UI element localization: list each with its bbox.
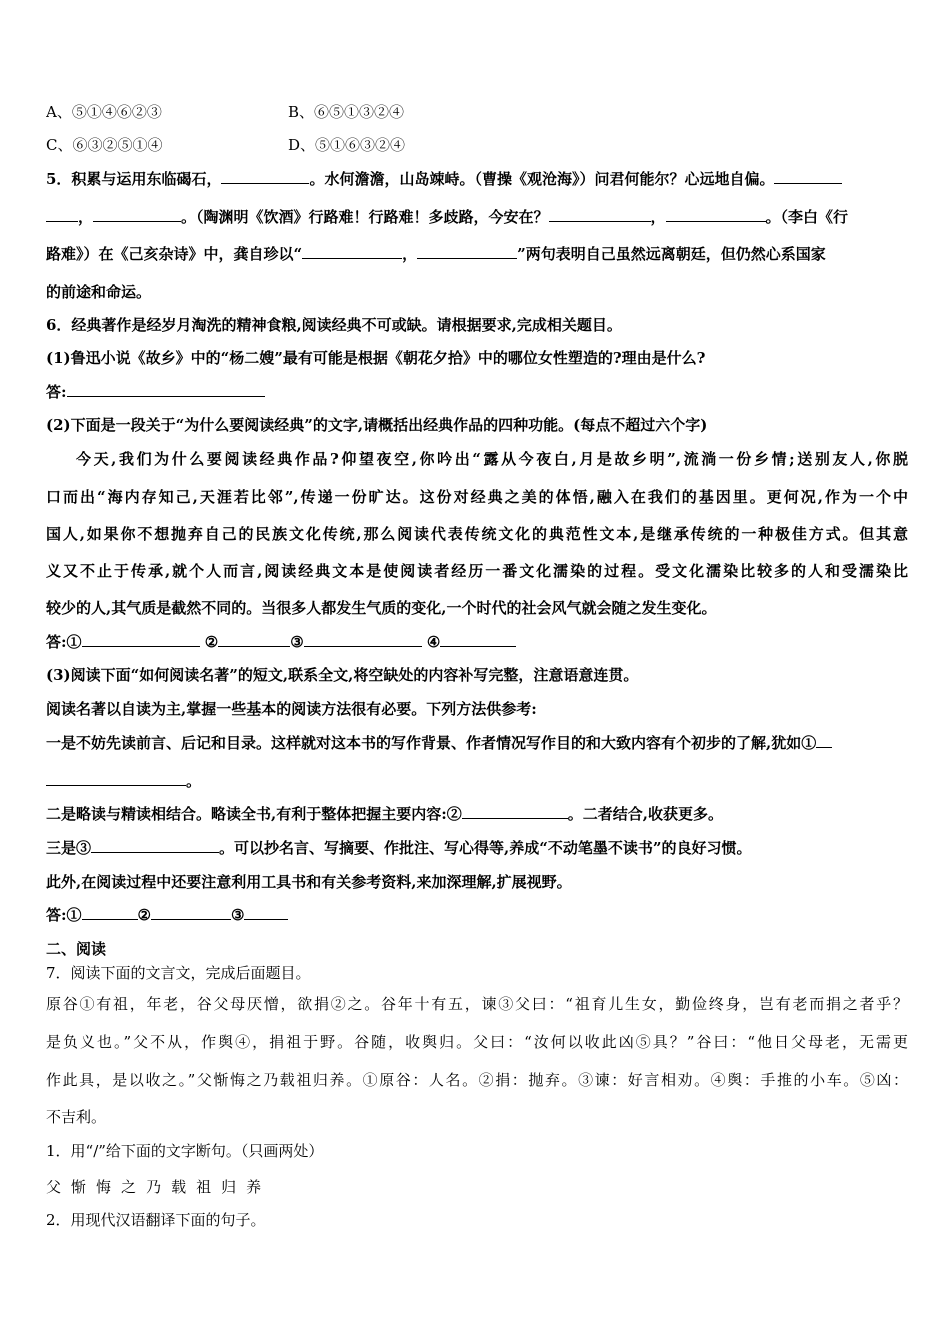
q6-part2-answer bbox=[46, 631, 908, 653]
fill-blank[interactable] bbox=[91, 837, 219, 853]
char: 父 bbox=[46, 1178, 62, 1196]
section-heading: 二、阅读 bbox=[46, 940, 107, 958]
q6-part1-question: (1)鲁迅小说《故乡》中的“杨二嫂”最有可能是根据《朝花夕拾》中的哪位女性塑造的?理由是什么? bbox=[46, 349, 706, 367]
q6-part3-intro: 阅读名著以自读为主,掌握一些基本的阅读方法很有必要。下列方法供参考: bbox=[46, 700, 537, 718]
answer-label: ③ bbox=[290, 633, 304, 651]
answer-label: ② bbox=[137, 906, 151, 924]
q6-part3-second bbox=[46, 803, 908, 825]
answer-blank[interactable] bbox=[82, 904, 138, 920]
q4-options-row-1 bbox=[46, 101, 908, 123]
q5-text: ， bbox=[650, 208, 666, 226]
passage-line: 今天,我们为什么要阅读经典作品?仰望夜空,你吟出“露从今夜白,月是故乡明”,流淌一份乡情;送别友人,你脱 bbox=[76, 450, 908, 468]
answer-label: ③ bbox=[231, 906, 245, 924]
answer-blank[interactable] bbox=[304, 631, 422, 647]
q6-part3-answer bbox=[46, 904, 908, 926]
q5-line-3 bbox=[46, 243, 908, 265]
char: 养 bbox=[246, 1178, 262, 1196]
fill-blank[interactable] bbox=[46, 770, 186, 786]
answer-label: ④ bbox=[426, 633, 441, 651]
method-text: 三是③ bbox=[46, 839, 92, 857]
q6-part3-extra: 此外,在阅读过程中还要注意利用工具书和有关参考资料,来加深理解,扩展视野。 bbox=[46, 873, 572, 891]
method-text: 二是略读与精读相结合。略读全书,有利于整体把握主要内容:② bbox=[46, 805, 462, 823]
q6-part3-third bbox=[46, 837, 908, 859]
passage-line: 国人,如果你不想抛弃自己的民族文化传统,那么阅读代表传统文化的典范性文本,是继承传统的一种极佳方式。但其意 bbox=[46, 525, 908, 543]
q6-part2-question: (2)下面是一段关于“为什么要阅读经典”的文字,请概括出经典作品的四种功能。(每点不超过六个字) bbox=[46, 416, 708, 434]
answer-label: 答:① bbox=[46, 633, 82, 651]
q5-text: 5．积累与运用东临碣石， bbox=[46, 170, 222, 188]
char: 归 bbox=[221, 1178, 237, 1196]
q4-options-row-2 bbox=[46, 134, 908, 156]
classical-passage-line: 作此具，是以收之。”父惭悔之乃载祖归养。①原谷：人名。②捐：抛弃。③谏：好言相劝。④舆：手推的小车。⑤凶： bbox=[46, 1071, 908, 1089]
fill-blank[interactable] bbox=[816, 732, 832, 748]
passage-line: 口而出“海内存知己,天涯若比邻”,传递一份旷达。这份对经典之美的体悟,融入在我们的基因里。更何况,作为一个中 bbox=[46, 488, 908, 506]
char: 载 bbox=[171, 1178, 187, 1196]
fill-blank[interactable] bbox=[774, 168, 842, 184]
q5-text: ， bbox=[78, 208, 94, 226]
q6-part3-first bbox=[46, 732, 908, 754]
char: 乃 bbox=[146, 1178, 162, 1196]
option-a: A、⑤①④⑥②③ bbox=[46, 103, 162, 121]
answer-blank[interactable] bbox=[244, 904, 288, 920]
sentence-to-punctuate bbox=[46, 1176, 908, 1198]
answer-blank[interactable] bbox=[82, 631, 200, 647]
classical-passage-line: 是负义也。”父不从，作舆④，捐祖于野。谷随，收舆归。父曰：“汝何以收此凶⑤具？”谷曰：“他日父母老，无需更 bbox=[46, 1033, 908, 1051]
q5-text: 。（陶渊明《饮酒》行路难！行路难！多歧路，今安在？ bbox=[181, 208, 549, 226]
q6-part1-answer bbox=[46, 381, 908, 403]
option-d: D、⑤①⑥③②④ bbox=[288, 136, 406, 154]
q5-line-1 bbox=[46, 168, 908, 190]
fill-blank[interactable] bbox=[462, 803, 568, 819]
q5-line-2 bbox=[46, 206, 908, 228]
q6-intro: 6．经典著作是经岁月淘洗的精神食粮,阅读经典不可或缺。请根据要求,完成相关题目。 bbox=[46, 316, 622, 334]
option-c: C、⑥③②⑤①④ bbox=[46, 136, 163, 154]
method-text: 。 bbox=[186, 772, 202, 790]
answer-label: ② bbox=[204, 633, 219, 651]
method-text: 。可以抄名言、写摘要、作批注、写心得等,养成“不动笔墨不读书”的良好习惯。 bbox=[219, 839, 752, 857]
fill-blank[interactable] bbox=[417, 243, 517, 259]
q6-part3-question: (3)阅读下面“如何阅读名著”的短文,联系全文,将空缺处的内容补写完整，注意语意连贯。 bbox=[46, 666, 639, 684]
char: 之 bbox=[121, 1178, 137, 1196]
answer-blank[interactable] bbox=[151, 904, 231, 920]
passage-line: 较少的人,其气质是截然不同的。当很多人都发生气质的变化,一个时代的社会风气就会随之发生变化。 bbox=[46, 599, 717, 617]
q5-text: 。（李白《行 bbox=[765, 208, 849, 226]
q5-line-4 bbox=[46, 281, 908, 303]
classical-passage-line: 不吉利。 bbox=[46, 1108, 107, 1126]
q7-intro: 7．阅读下面的文言文，完成后面题目。 bbox=[46, 964, 311, 982]
sub-question-2: 2．用现代汉语翻译下面的句子。 bbox=[46, 1211, 266, 1229]
fill-blank[interactable] bbox=[666, 206, 766, 222]
q6-part3-first-cont bbox=[46, 770, 908, 792]
char: 惭 bbox=[71, 1178, 87, 1196]
char: 悔 bbox=[96, 1178, 112, 1196]
option-b: B、⑥⑤①③②④ bbox=[288, 103, 405, 121]
answer-label: 答:① bbox=[46, 906, 82, 924]
answer-blank[interactable] bbox=[440, 631, 516, 647]
classical-passage-line: 原谷①有祖，年老，谷父母厌憎，欲捐②之。谷年十有五，谏③父曰：“祖育儿生女，勤俭终身，岂有老而捐之者乎？ bbox=[46, 995, 908, 1013]
fill-blank[interactable] bbox=[221, 168, 309, 184]
fill-blank[interactable] bbox=[93, 206, 181, 222]
q5-text: ， bbox=[402, 245, 418, 263]
fill-blank[interactable] bbox=[549, 206, 651, 222]
q5-text: ”两句表明自己虽然远离朝廷，但仍然心系国家 bbox=[517, 245, 826, 263]
answer-label: 答: bbox=[46, 383, 67, 401]
method-text: 。二者结合,收获更多。 bbox=[567, 805, 723, 823]
fill-blank[interactable] bbox=[302, 243, 402, 259]
method-text: 一是不妨先读前言、后记和目录。这样就对这本书的写作背景、作者情况写作目的和大致内容有个初步的了解,犹如① bbox=[46, 734, 817, 752]
sub-question-1: 1．用“/”给下面的文字断句。（只画两处） bbox=[46, 1142, 324, 1160]
answer-blank[interactable] bbox=[218, 631, 290, 647]
fill-blank[interactable] bbox=[46, 206, 78, 222]
q5-text: 。水何澹澹，山岛竦峙。（曹操《观沧海》）问君何能尔？心远地自偏。 bbox=[309, 170, 775, 188]
char: 祖 bbox=[196, 1178, 212, 1196]
q5-text: 路难》）在《己亥杂诗》中，龚自珍以“ bbox=[46, 245, 303, 263]
q5-text: 的前途和命运。 bbox=[46, 283, 152, 301]
answer-blank[interactable] bbox=[67, 381, 265, 397]
passage-line: 义又不止于传承,就个人而言,阅读经典文本是使阅读者经历一番文化濡染的过程。受文化濡染比较多的人和受濡染比 bbox=[46, 562, 908, 580]
